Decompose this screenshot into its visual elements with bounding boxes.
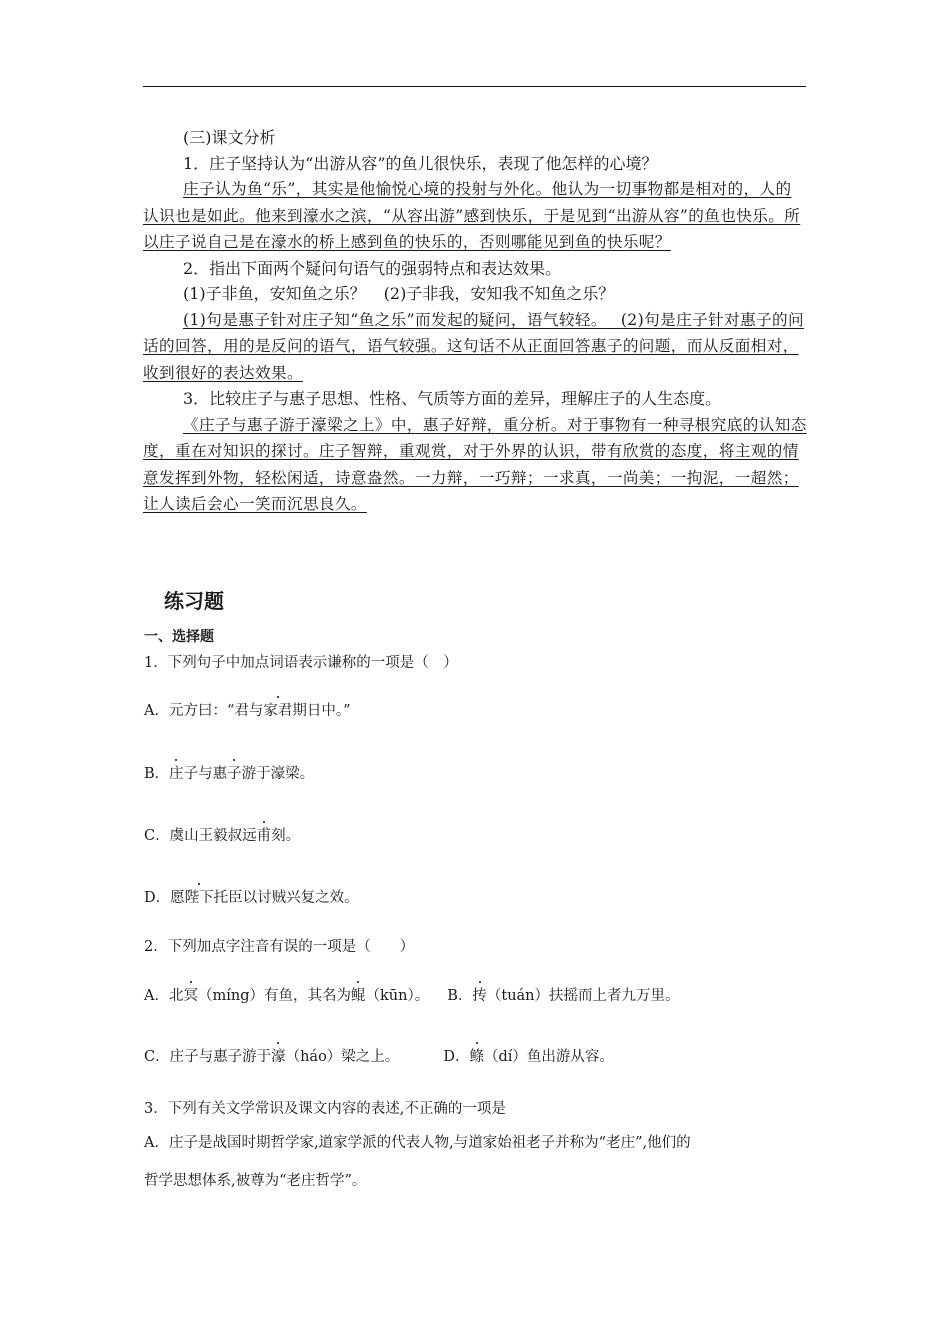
header-rule (143, 86, 806, 87)
dotted-char: 抟 (472, 984, 487, 1005)
exercises-heading: 练习题 (164, 591, 224, 613)
answer-3 (143, 412, 807, 518)
answer-1-text: 庄子认为鱼“乐”，其实是他愉悦心境的投射与外化。他认为一切事物都是相对的，人的认识也是如此。他来到濠水之滨，“从容出游”感到快乐，于是见到“出游从容”的鱼也快乐。所以庄子说自己是在濠水的桥上感到鱼的快乐的，否则哪能见到鱼的快乐呢？ (143, 180, 801, 251)
mcq-1-option-a: A．元方曰：“君与家君期日中。” (144, 699, 351, 720)
analysis-section (143, 125, 807, 518)
question-2-sentences (143, 281, 807, 307)
mcq-3-option-a-line1: A．庄子是战国时期哲学家,道家学派的代表人物,与道家始祖老子并称为“老庄”,他们的 (144, 1135, 691, 1151)
answer-2-part2: (2)句是庄子针对惠子的问话的回答，用的是反问的语气，语气较强。这句话不从正面回答惠子的问题，而从反面相对，收到很好的表达效果。 (143, 310, 805, 382)
dotted-word: 家君 (263, 699, 292, 720)
dotted-word: 庄 (169, 762, 184, 783)
answer-2-part1: (1)句是惠子针对庄子知“鱼之乐”而发起的疑问，语气较轻。 (183, 310, 607, 329)
answer-3-text: 《庄子与惠子游于濠梁之上》中，惠子好辩，重分析。对于事物有一种寻根究底的认知态度，重在对知识的探讨。庄子智辩，重观赏，对于外界的认识，带有欣赏的态度，将主观的情意发挥到外物，轻松闲适，诗意盎然。一力辩，一巧辩；一求真，一尚美；一拘泥，一超然；让人读后会心一笑而沉思良久。 (143, 415, 807, 513)
mcq-2-options-ab: A．北冥（míng）有鱼，其名为鲲（kūn）。 B．抟（tuán）扶摇而上者九万里。 (144, 984, 680, 1005)
dotted-word: 子 (227, 762, 242, 783)
mcq-1-option-b: B．庄子与惠子游于濠梁。 (144, 762, 314, 783)
question-3: 3．比较庄子与惠子思想、性格、气质等方面的差异，理解庄子的人生态度。 (183, 389, 722, 408)
mcq-2-stem: 2．下列加点字注音有误的一项是（ ） (144, 939, 415, 955)
mcq-3-stem: 3．下列有关文学常识及课文内容的表述,不正确的一项是 (144, 1101, 506, 1117)
sentence-2: (2)子非我，安知我不知鱼之乐？ (383, 284, 615, 303)
analysis-title: (三)课文分析 (183, 128, 276, 147)
dotted-word: 陛下 (185, 886, 214, 907)
dotted-char: 鲲 (351, 984, 366, 1005)
section-title: 一、选择题 (144, 628, 214, 644)
mcq-1-option-c: C．虞山王毅叔远甫刻。 (144, 824, 300, 845)
mcq-1-option-d: D．愿陛下托臣以讨贼兴复之效。 (144, 886, 359, 907)
mcq-3-option-a-line2: 哲学思想体系,被尊为“老庄哲学”。 (144, 1173, 367, 1189)
question-1: 1．庄子坚持认为“出游从容”的鱼儿很快乐，表现了他怎样的心境？ (183, 153, 658, 173)
mcq-2-options-cd: C．庄子与惠子游于濠（háo）梁之上。 D．鲦（dí）鱼出游从容。 (144, 1045, 614, 1066)
dotted-char: 冥 (183, 984, 198, 1005)
sentence-1: (1)子非鱼，安知鱼之乐？ (183, 284, 366, 303)
question-2: 2．指出下面两个疑问句语气的强弱特点和表达效果。 (183, 258, 562, 278)
dotted-char: 濠 (271, 1045, 286, 1066)
dotted-char: 鲦 (469, 1045, 484, 1066)
dotted-word: 甫 (257, 824, 272, 845)
answer-1 (143, 176, 807, 256)
mcq-1-stem: 1．下列句子中加点词语表示谦称的一项是（ ） (144, 655, 458, 671)
answer-2 (143, 307, 807, 387)
